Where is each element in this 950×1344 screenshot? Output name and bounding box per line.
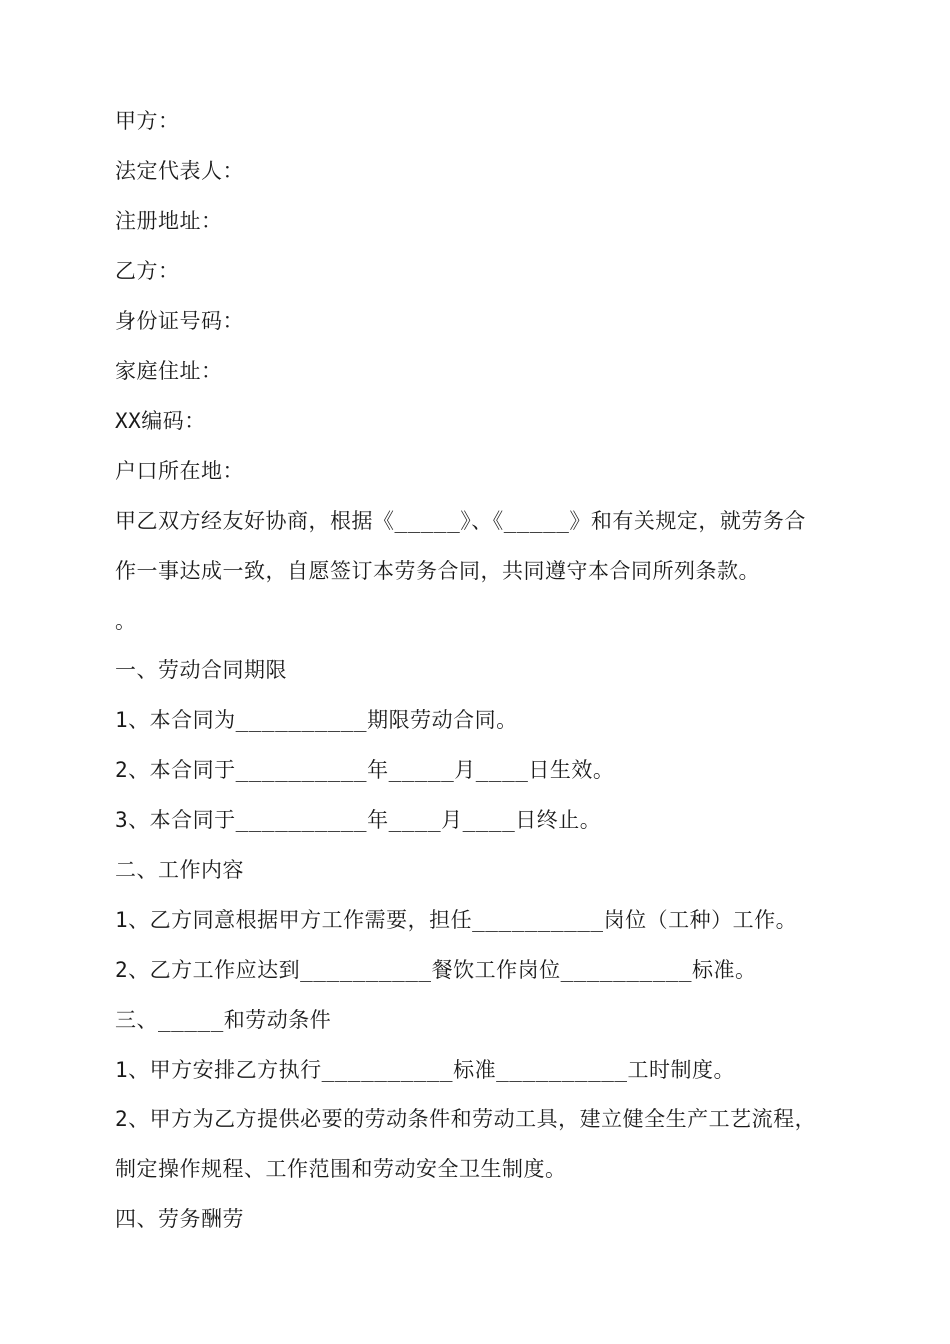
preamble-line-1: 甲乙双方经友好协商，根据《_____》、《_____》和有关规定，就劳务合 — [115, 509, 806, 533]
registered-address-line: 注册地址： — [115, 209, 223, 233]
section-2-item-1: 1、乙方同意根据甲方工作需要，担任__________岗位（工种）工作。 — [115, 908, 798, 932]
stray-period-line: 。 — [115, 609, 137, 633]
section-1-item-2: 2、本合同于__________年_____月____日生效。 — [115, 758, 615, 782]
preamble-line-2: 作一事达成一致，自愿签订本劳务合同，共同遵守本合同所列条款。 — [115, 559, 760, 583]
legal-representative-line: 法定代表人： — [115, 159, 244, 183]
section-4-heading: 四、劳务酬劳 — [115, 1207, 244, 1231]
section-3-item-1: 1、甲方安排乙方执行__________标准__________工时制度。 — [115, 1058, 736, 1082]
section-3-item-2-line-2: 制定操作规程、工作范围和劳动安全卫生制度。 — [115, 1157, 567, 1181]
section-2-item-2: 2、乙方工作应达到__________餐饮工作岗位__________标准。 — [115, 958, 757, 982]
party-b-line: 乙方： — [115, 259, 180, 283]
household-registration-line: 户口所在地： — [115, 459, 244, 483]
section-1-item-3: 3、本合同于__________年____月____日终止。 — [115, 808, 602, 832]
section-2-heading: 二、工作内容 — [115, 858, 244, 882]
section-3-item-2-line-1: 2、甲方为乙方提供必要的劳动条件和劳动工具，建立健全生产工艺流程， — [115, 1107, 817, 1131]
section-1-heading: 一、劳动合同期限 — [115, 658, 287, 682]
section-1-item-1: 1、本合同为__________期限劳动合同。 — [115, 708, 518, 732]
home-address-line: 家庭住址： — [115, 359, 223, 383]
code-line: XX编码： — [115, 409, 206, 433]
section-3-heading: 三、_____和劳动条件 — [115, 1008, 332, 1032]
id-number-line: 身份证号码： — [115, 309, 244, 333]
party-a-line: 甲方： — [115, 109, 180, 133]
